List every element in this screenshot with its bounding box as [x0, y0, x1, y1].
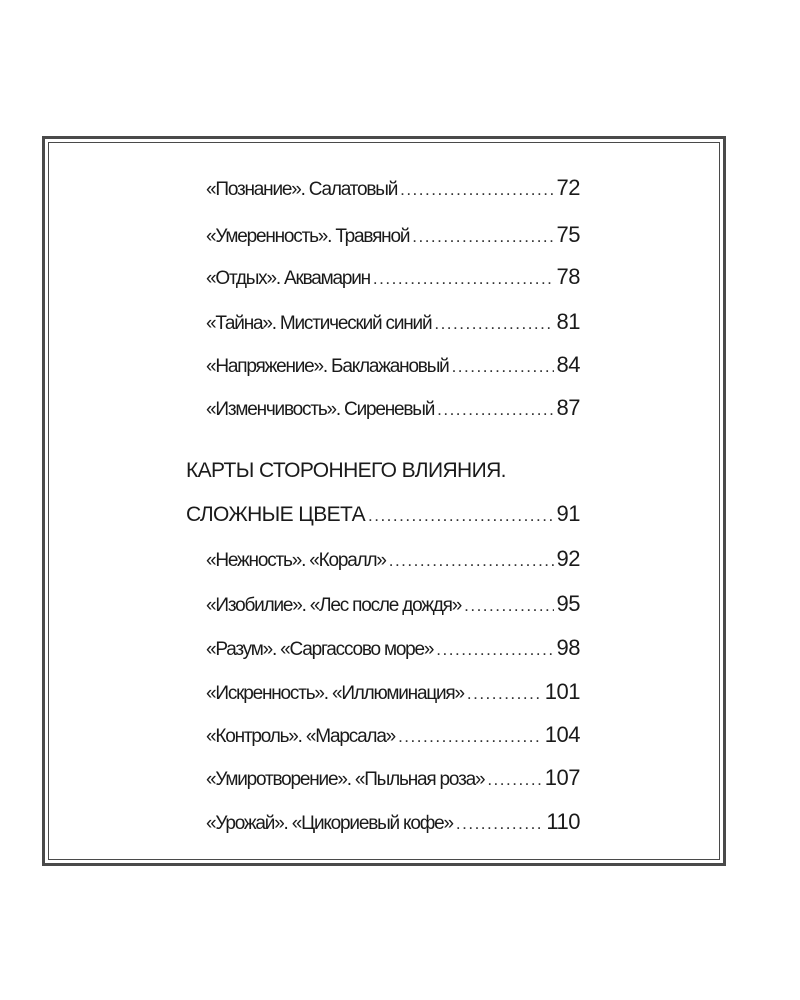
- toc-entry[interactable]: [206, 172, 580, 204]
- toc-entry-page: 84: [556, 352, 580, 377]
- toc-entry-page: 75: [556, 222, 580, 247]
- toc-entry[interactable]: [206, 806, 580, 838]
- toc-entry-page: 104: [544, 722, 580, 747]
- toc-leader-dots: [400, 174, 553, 206]
- toc-entry-title: «Тайна». Мистический синий: [206, 313, 432, 334]
- toc-leader-dots: [436, 634, 553, 666]
- toc-entry[interactable]: [206, 219, 580, 251]
- toc-entry-page: 107: [544, 765, 580, 790]
- toc-leader-dots: [467, 678, 542, 710]
- toc-section-page: 91: [556, 501, 580, 526]
- toc-entry-page: 110: [546, 809, 580, 834]
- toc-entry[interactable]: [206, 261, 580, 293]
- toc-entry-page: 81: [556, 309, 580, 334]
- toc-entry[interactable]: [206, 588, 580, 620]
- toc-leader-dots: [437, 394, 553, 426]
- toc-entry-page: 101: [544, 679, 580, 704]
- toc-entry-title: «Напряжение». Баклажановый: [206, 356, 449, 377]
- toc-entry-title: «Разум». «Саргассово море»: [206, 639, 434, 660]
- toc-entry-page: 87: [556, 395, 580, 420]
- toc-entry[interactable]: [206, 632, 580, 664]
- toc-entry-title: «Контроль». «Марсала»: [206, 726, 396, 747]
- toc-leader-dots: [412, 221, 553, 253]
- toc-entry[interactable]: [206, 349, 580, 381]
- section-heading-line2: СЛОЖНЫЕ ЦВЕТА: [186, 503, 365, 526]
- toc-entry[interactable]: [206, 543, 580, 575]
- toc-entry-page: 92: [556, 546, 580, 571]
- toc-entry-page: 78: [556, 264, 580, 289]
- toc-entry-title: «Умеренность». Травяной: [206, 226, 410, 247]
- toc-entry-title: «Отдых». Аквамарин: [206, 268, 370, 289]
- toc-entry-title: «Познание». Салатовый: [206, 179, 398, 200]
- toc-leader-dots: [368, 500, 554, 532]
- toc-section-entry[interactable]: [186, 498, 580, 530]
- toc-entry-page: 95: [556, 591, 580, 616]
- toc-entry-title: «Искренность». «Иллюминация»: [206, 683, 464, 704]
- toc-entry[interactable]: [206, 762, 580, 794]
- toc-leader-dots: [456, 808, 544, 840]
- toc-leader-dots: [452, 351, 554, 383]
- toc-entry-title: «Урожай». «Цикориевый кофе»: [206, 813, 453, 834]
- toc-leader-dots: [398, 721, 542, 753]
- toc-leader-dots: [373, 263, 554, 295]
- toc-entry-title: «Изменчивость». Сиреневый: [206, 399, 435, 420]
- toc-leader-dots: [389, 545, 554, 577]
- toc-entry-title: «Нежность». «Коралл»: [206, 550, 386, 571]
- toc-leader-dots: [464, 590, 553, 622]
- section-heading-line1: КАРТЫ СТОРОННЕГО ВЛИЯНИЯ.: [186, 459, 506, 482]
- toc-entry[interactable]: [206, 392, 580, 424]
- toc-entry-page: 98: [556, 635, 580, 660]
- toc-entry-title: «Изобилие». «Лес после дождя»: [206, 595, 462, 616]
- toc-entry-title: «Умиротворение». «Пыльная роза»: [206, 769, 485, 790]
- toc-entry-page: 72: [556, 175, 580, 200]
- toc-entry[interactable]: [206, 676, 580, 708]
- toc-entry[interactable]: [206, 719, 580, 751]
- toc-leader-dots: [487, 764, 541, 796]
- toc-entry[interactable]: [206, 306, 580, 338]
- toc-leader-dots: [434, 308, 553, 340]
